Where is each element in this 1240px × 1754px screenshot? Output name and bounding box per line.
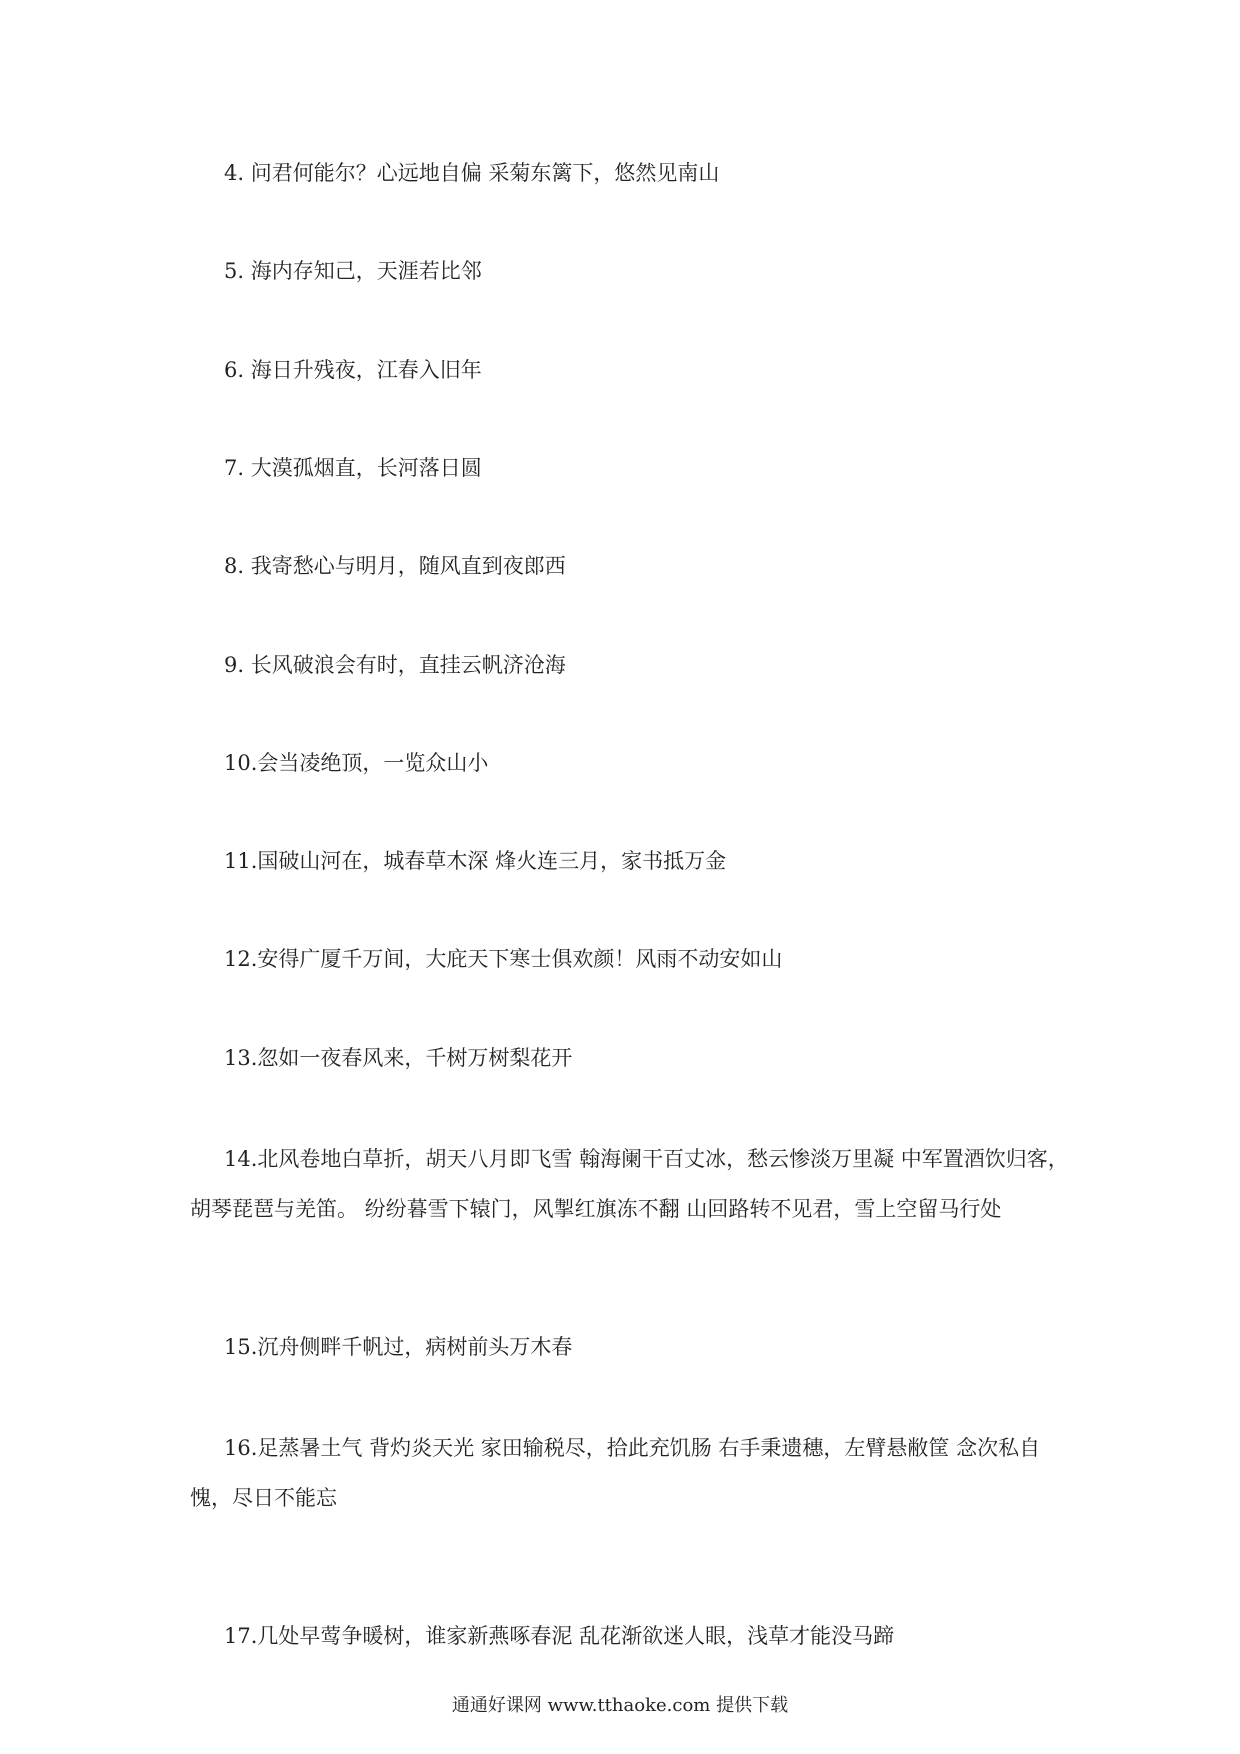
poem-line-10: 10.会当凌绝顶，一览众山小 xyxy=(224,751,489,775)
poem-line-13: 13.忽如一夜春风来，千树万树梨花开 xyxy=(224,1046,573,1070)
page-footer: 通通好课网 www.tthaoke.com 提供下载 xyxy=(451,1695,789,1716)
poem-line-16: 16.足蒸暑土气 背灼炎天光 家田输税尽，拾此充饥肠 右手秉遗穗，左臂悬敝筐 念次私自愧，尽日不能忘 xyxy=(190,1436,1041,1510)
poem-line-12: 12.安得广厦千万间，大庇天下寒士俱欢颜！风雨不动安如山 xyxy=(224,947,783,971)
poem-line-15: 15.沉舟侧畔千帆过，病树前头万木春 xyxy=(224,1335,573,1359)
poem-line-7: 7. 大漠孤烟直，长河落日圆 xyxy=(224,456,482,480)
poem-line-4: 4. 问君何能尔？心远地自偏 采菊东篱下，悠然见南山 xyxy=(224,161,720,185)
poem-line-5: 5. 海内存知己，天涯若比邻 xyxy=(224,259,482,283)
poem-line-17: 17.几处早莺争暖树，谁家新燕啄春泥 乱花渐欲迷人眼，浅草才能没马蹄 xyxy=(224,1624,895,1648)
poem-line-14: 14.北风卷地白草折，胡天八月即飞雪 翰海阑干百丈冰，愁云惨淡万里凝 中军置酒饮归客，胡琴琵琶与羌笛。 纷纷暮雪下辕门，风掣红旗冻不翻 山回路转不见君，雪上空留马行处 xyxy=(190,1147,1069,1221)
poem-line-8: 8. 我寄愁心与明月，随风直到夜郎西 xyxy=(224,554,566,578)
poem-line-6: 6. 海日升残夜，江春入旧年 xyxy=(224,358,482,382)
poem-line-11: 11.国破山河在，城春草木深 烽火连三月，家书抵万金 xyxy=(224,849,727,873)
poem-line-9: 9. 长风破浪会有时，直挂云帆济沧海 xyxy=(224,653,566,677)
